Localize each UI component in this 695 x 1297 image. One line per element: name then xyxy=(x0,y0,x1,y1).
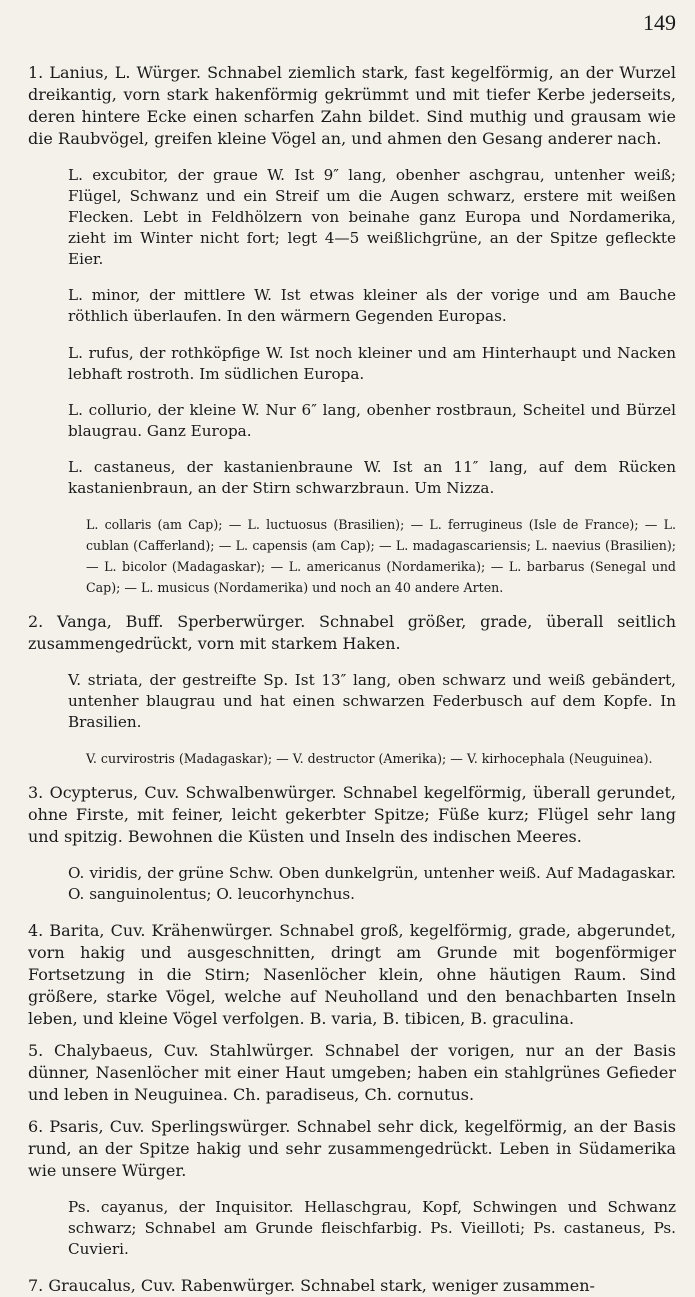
genus-psaris: 6. Psaris, Cuv. Sperlingswürger. Schnabel sehr dick, kegelförmig, an der Basis rund, an der Spitze hakig und sehr zusammengedrückt. Leben in Südamerika wie unsere Würger. xyxy=(28,1117,676,1181)
species-viridis: O. viridis, der grüne Schw. Oben dunkelgrün, untenher weiß. Auf Madagaskar. O. sanguinolentus; O. leucorhynchus. xyxy=(68,863,676,903)
page-number: 149 xyxy=(643,10,676,35)
page xyxy=(28,10,676,1297)
species-castaneus: L. castaneus, der kastanienbraune W. Ist an 11″ lang, auf dem Rücken kastanienbraun, an der Stirn schwarzbraun. Um Nizza. xyxy=(68,457,676,497)
species-rufus: L. rufus, der rothköpfige W. Ist noch kleiner und am Hinterhaupt und Nacken lebhaft rostroth. Im südlichen Europa. xyxy=(68,343,676,383)
genus-chalybaeus: 5. Chalybaeus, Cuv. Stahlwürger. Schnabel der vorigen, nur an der Basis dünner, Nasenlöcher mit einer Haut umgeben; haben ein stahlgrünes Gefieder und leben in Neuguinea. Ch. paradiseus, Ch. cornutus. xyxy=(28,1041,676,1105)
genus-vanga: 2. Vanga, Buff. Sperberwürger. Schnabel größer, grade, überall seitlich zusammengedrückt, vorn mit starkem Haken. xyxy=(28,611,676,653)
genus-barita: 4. Barita, Cuv. Krähenwürger. Schnabel groß, kegelförmig, grade, abgerundet, vorn hakig und ausgeschnitten, dringt am Grunde mit bogenförmiger Fortsetzung in die Stirn; Nasenlöcher klein, ohne häutigen Raum. Sind größere, starke Vögel, welche auf Neuholland und den benachbarten Inseln leben, und kleine Vögel verfolgen. B. varia, B. tibicen, B. graculina. xyxy=(28,921,676,1029)
genus-ocypterus: 3. Ocypterus, Cuv. Schwalbenwürger. Schnabel kegelförmig, überall gerundet, ohne Firste, mit feiner, leicht gekerbter Spitze; Füße kurz; Flügel sehr lang und spitzig. Bewohnen die Küsten und Inseln des indischen Meeres. xyxy=(28,782,676,846)
species-note-vanga: V. curvirostris (Madagaskar); — V. destructor (Amerika); — V. kirhocephala (Neuguinea). xyxy=(86,751,653,767)
species-excubitor: L. excubitor, der graue W. Ist 9″ lang, obenher aschgrau, untenher weiß; Flügel, Schwanz und ein Streif um die Augen schwarz, erstere mit weißen Flecken. Lebt in Feldhölzern von beinahe ganz Europa und Nordamerika, zieht im Winter nicht fort; legt 4—5 weißlichgrüne, an der Spitze gefleckte Eier. xyxy=(68,166,676,269)
species-note-lanius: L. collaris (am Cap); — L. luctuosus (Brasilien); — L. ferrugineus (Isle de France); — L. cublan (Cafferland); — L. capensis (am Cap); — L. madagascariensis; L. naevius (Brasilien); — L. bicolor (Madagaskar); — L. americanus (Nordamerika); — L. barbarus (Senegal und Cap); — L. musicus (Nordamerika) und noch an 40 andere Arten. xyxy=(86,517,676,596)
species-minor: L. minor, der mittlere W. Ist etwas kleiner als der vorige und am Bauche röthlich überlaufen. In den wärmern Gegenden Europas. xyxy=(68,286,676,326)
species-striata: V. striata, der gestreifte Sp. Ist 13″ lang, oben schwarz und weiß gebändert, untenher blaugrau und hat einen schwarzen Federbusch auf dem Kopfe. In Brasilien. xyxy=(68,670,676,731)
genus-lanius: 1. Lanius, L. Würger. Schnabel ziemlich stark, fast kegelförmig, an der Wurzel dreikantig, vorn stark hakenförmig gekrümmt und mit tiefer Kerbe jederseits, deren hintere Ecke einen scharfen Zahn bildet. Sind muthig und grausam wie die Raubvögel, greifen kleine Vögel an, und ahmen den Gesang anderer nach. xyxy=(28,63,676,148)
species-collurio: L. collurio, der kleine W. Nur 6″ lang, obenher rostbraun, Scheitel und Bürzel blaugrau. Ganz Europa. xyxy=(68,400,676,440)
genus-graucalus: 7. Graucalus, Cuv. Rabenwürger. Schnabel stark, weniger zusammen- xyxy=(28,1276,595,1296)
species-cayanus: Ps. cayanus, der Inquisitor. Hellaschgrau, Kopf, Schwingen und Schwanz schwarz; Schnabel am Grunde fleischfarbig. Ps. Vieilloti; Ps. castaneus, Ps. Cuvieri. xyxy=(68,1198,676,1259)
